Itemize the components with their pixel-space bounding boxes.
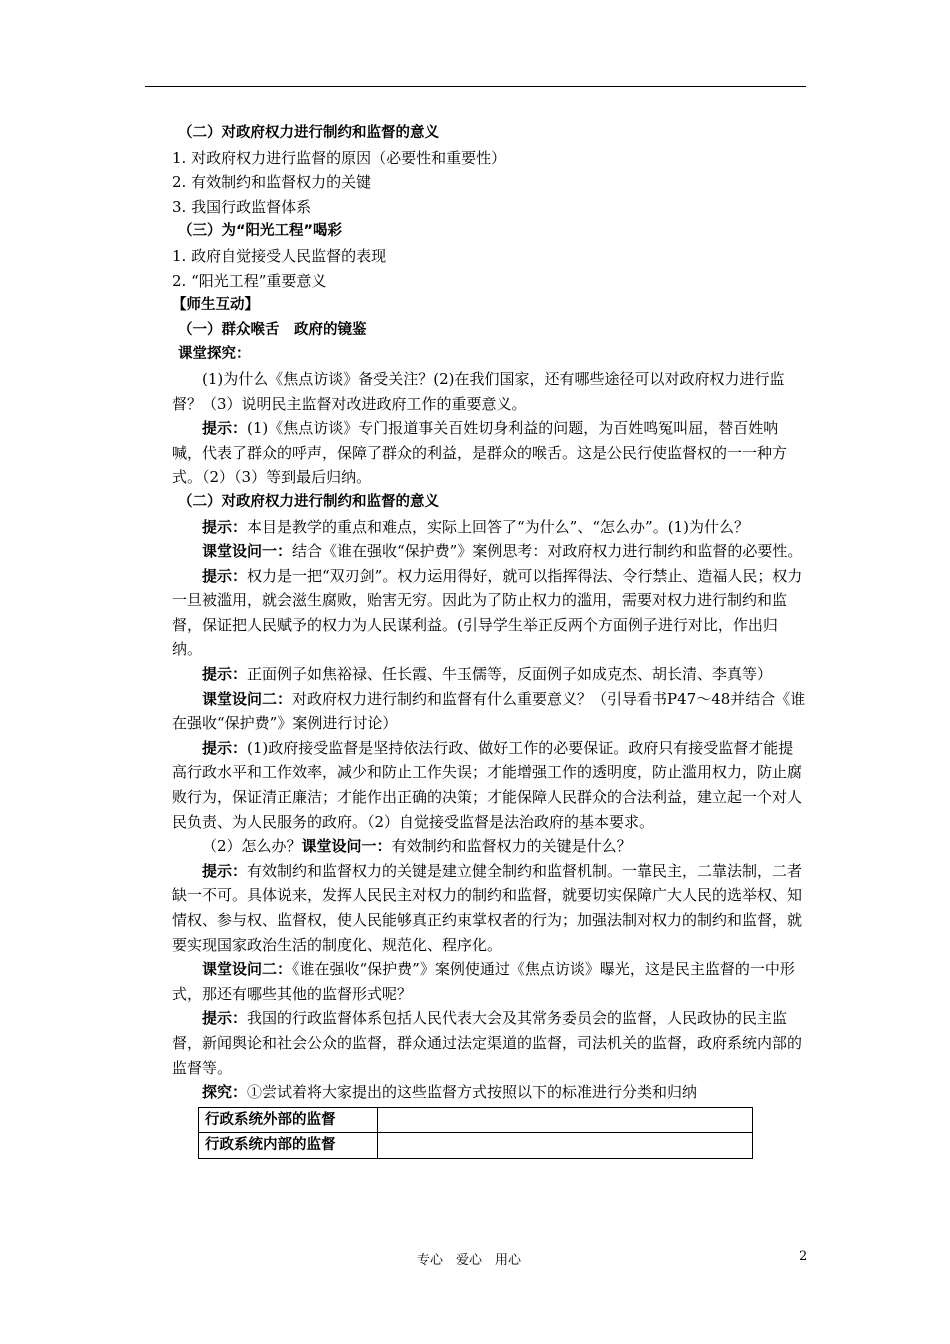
question-1: [172, 539, 806, 564]
hint-paragraph-1: [172, 416, 806, 490]
question-text: 有效制约和监督权力的关键是什么？: [391, 837, 632, 856]
hint-text: 我国的行政监督体系包括人民代表大会及其常务委员会的监督，人民政协的民主监督，新闻舆论和社会公众的监督，群众通过法定渠道的监督，司法机关的监督，政府系统内部的监督等。: [172, 1009, 803, 1077]
outline-item-2: 2. 有效制约和监督权力的关键: [172, 173, 372, 192]
table-row-value: [378, 1133, 753, 1159]
hint-text: 本目是教学的重点和难点，实际上回答了“为什么”、“怎么办”。(1)为什么？: [247, 517, 749, 536]
question-4: [172, 957, 806, 1006]
hint-label: 提示：: [202, 738, 248, 757]
table-row-value: [378, 1107, 753, 1133]
table-row-label: 行政系统内部的监督: [199, 1133, 378, 1159]
hint-label: 提示：: [202, 1009, 248, 1028]
hint-label: 提示：: [202, 665, 248, 684]
inquiry-questions: (1)为什么《焦点访谈》备受关注？(2)在我们国家，还有哪些途径可以对政府权力进行监督？（3）说明民主监督对改进政府工作的重要意义。: [172, 369, 785, 413]
explore-text: ①尝试着将大家提出的这些监督方式按照以下的标准进行分类和归纳: [247, 1083, 698, 1102]
hint-paragraph-2: [172, 515, 806, 540]
table-row: [199, 1133, 753, 1159]
hint-text: 有效制约和监督权力的关键是建立健全制约和监督机制。一靠民主，二靠法制，二者缺一不可。具体说来，发挥人民民主对权力的制约和监督，就要切实保障广大人民的选举权、知情权、参与权、监督权，使人民能够真正约束掌权者的行为；加强法制对权力的制约和监督，就要实现国家政治生活的制度化、规范化、程序化。: [172, 861, 803, 954]
header-rule: [145, 86, 806, 87]
outline-item-3: 3. 我国行政监督体系: [172, 197, 312, 216]
outline-heading-3: （三）为“阳光工程”喝彩: [178, 223, 343, 240]
explore-paragraph: [172, 1080, 806, 1105]
hint-paragraph-5: [172, 736, 806, 834]
document-body: [172, 121, 806, 1159]
hint-label: 提示：: [202, 566, 248, 585]
hint-paragraph-3: [172, 564, 806, 662]
section1-heading: （一）群众喉舌 政府的镜鉴: [178, 321, 367, 338]
outline-item-1: 1. 对政府权力进行监督的原因（必要性和重要性）: [172, 148, 507, 167]
question-text: 《谁在强收“保护费”》案例使通过《焦点访谈》曝光，这是民主监督的一中形式，那还有哪些其他的监督形式呢？: [172, 960, 795, 1003]
hint-label: 提示：: [202, 517, 248, 536]
hint-label: 提示：: [202, 861, 248, 880]
question-label: 课堂设问一：: [301, 837, 392, 856]
explore-label: 探究：: [202, 1083, 248, 1102]
interaction-heading: 【师生互动】: [172, 297, 259, 314]
outline-item-4: 1. 政府自觉接受人民监督的表现: [172, 246, 387, 265]
table-row: [199, 1107, 753, 1133]
table-row-label: 行政系统外部的监督: [199, 1107, 378, 1133]
section2-heading: （二）对政府权力进行制约和监督的意义: [178, 493, 439, 510]
hint-text: 正面例子如焦裕禄、任长霞、牛玉儒等，反面例子如成克杰、胡长清、李真等）: [247, 665, 773, 684]
footer-motto: 专心 爱心 用心: [417, 1253, 522, 1268]
question-text: 对政府权力进行制约和监督有什么重要意义？（引导看书P47～48并结合《谁在强收“保护费”》案例进行讨论）: [172, 689, 806, 733]
question-label: 课堂设问一：: [202, 542, 293, 561]
question-label: 课堂设问二：: [202, 960, 293, 979]
supervision-table: [198, 1107, 753, 1159]
outline-item-5: 2. “阳光工程”重要意义: [172, 271, 327, 290]
question-2: [172, 687, 806, 736]
hint-paragraph-6: [172, 859, 806, 957]
hint-text: (1)政府接受监督是坚持依法行政、做好工作的必要保证。政府只有接受监督才能提高行政水平和工作效率，减少和防止工作失误；才能增强工作的透明度，防止滥用权力，防止腐败行为，保证清正廉洁；才能作出正确的决策；才能保障人民群众的合法利益，建立起一个对人民负责、为人民服务的政府。（2）自觉接受监督是法治政府的基本要求。: [172, 738, 803, 831]
hint-text: (1)《焦点访谈》专门报道事关百姓切身利益的问题，为百姓鸣冤叫屈，替百姓呐喊，代表了群众的呼声，保障了群众的利益，是群众的喉舌。这是公民行使监督权的一一种方式。（2）（3）等到最后归纳。: [172, 419, 788, 487]
outline-heading-2: （二）对政府权力进行制约和监督的意义: [178, 125, 439, 141]
how-prefix: （2）怎么办？: [202, 837, 302, 856]
classroom-inquiry-label: 课堂探究：: [178, 346, 251, 363]
question-3: [172, 834, 806, 859]
question-label: 课堂设问二：: [202, 689, 293, 708]
hint-label: 提示：: [202, 419, 248, 438]
page-number: 2: [799, 1249, 808, 1264]
hint-text: 权力是一把“双刃剑”。权力运用得好，就可以指挥得法、令行禁止、造福人民；权力一旦被滥用，就会滋生腐败，贻害无穷。因此为了防止权力的滥用，需要对权力进行制约和监督，保证把人民赋予的权力为人民谋利益。(引导学生举正反两个方面例子进行对比，作出归纳。: [172, 566, 803, 659]
hint-paragraph-7: [172, 1006, 806, 1080]
hint-paragraph-4: [172, 662, 806, 687]
question-text: 结合《谁在强收“保护费”》案例思考：对政府权力进行制约和监督的必要性。: [292, 542, 803, 561]
